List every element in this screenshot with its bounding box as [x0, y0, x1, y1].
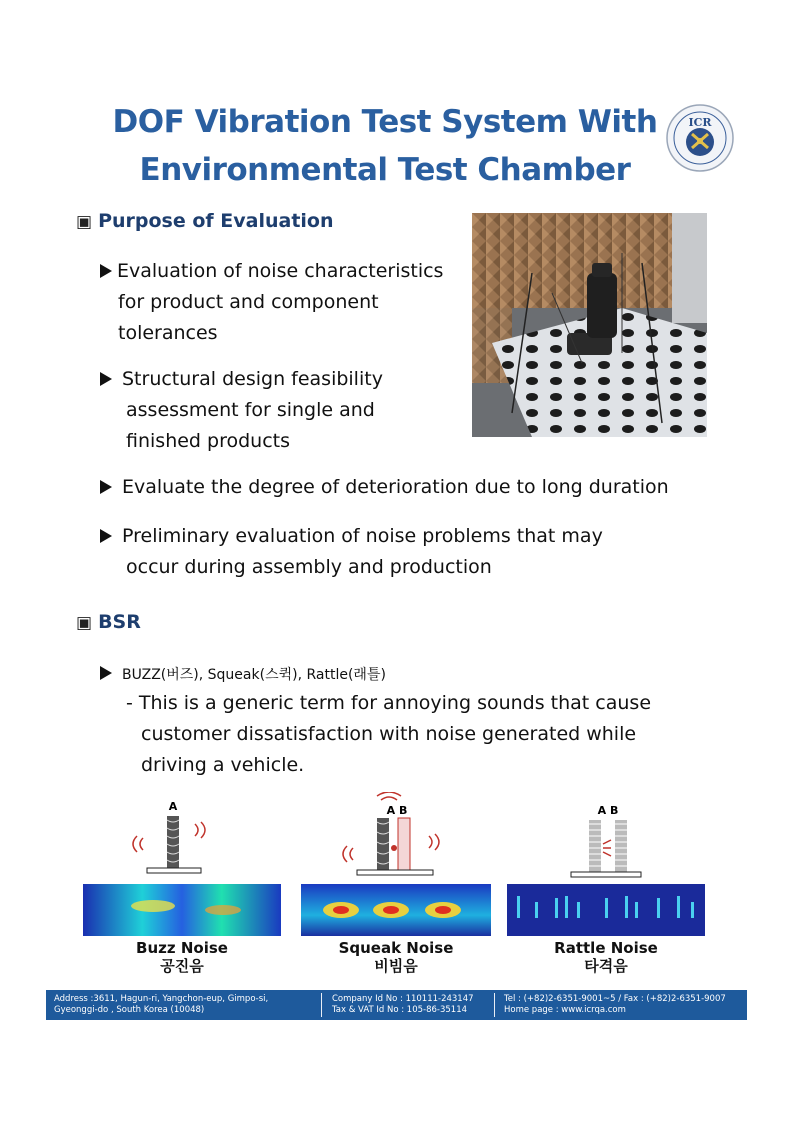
- footer-bar: [46, 990, 747, 1020]
- bsr-item: BUZZ(버즈), Squeak(스퀵), Rattle(래틀): [100, 664, 386, 684]
- list-item: Evaluate the degree of deterioration due to long duration: [100, 472, 669, 503]
- test-chamber-photo: [472, 213, 707, 437]
- svg-text:A: A: [168, 800, 178, 813]
- bsr-description: - This is a generic term for annoying sounds that cause customer dissatisfaction with noise generated while driving a vehicle.: [126, 692, 652, 776]
- play-arrow-icon: [100, 480, 112, 494]
- svg-text:A B: A B: [597, 804, 619, 817]
- square-bullet-icon: ▣: [76, 212, 93, 232]
- footer-address: Address :3611, Hagun-ri, Yangchon-eup, Gimpo-si, Gyeonggi-do , South Korea (10048): [54, 994, 269, 1015]
- purpose-heading: Purpose of Evaluation: [98, 210, 334, 232]
- title-line-1: DOF Vibration Test System With: [112, 104, 658, 140]
- footer-company-ids: Company Id No : 110111-243147 Tax & VAT Id No : 105-86-35114: [332, 994, 474, 1015]
- rattle-caption: Rattle Noise 타격음: [554, 939, 658, 975]
- buzz-noise-figure: [83, 798, 281, 938]
- page-title: [100, 98, 670, 194]
- footer-contact: Tel : (+82)2-6351-9001~5 / Fax : (+82)2-6351-9007 Home page : www.icrqa.com: [504, 994, 726, 1015]
- squeak-noise-figure: [301, 792, 491, 938]
- play-arrow-icon: [100, 666, 112, 680]
- rattle-noise-figure: [507, 798, 705, 938]
- play-arrow-icon: [100, 529, 112, 543]
- icr-seal-logo-icon: [666, 104, 734, 172]
- svg-text:ICR: ICR: [688, 116, 712, 129]
- play-arrow-icon: [100, 264, 112, 278]
- svg-text:A B: A B: [386, 804, 408, 817]
- square-bullet-icon: ▣: [76, 613, 93, 633]
- play-arrow-icon: [100, 372, 112, 386]
- list-item: Structural design feasibility assessment for single and finished products: [100, 364, 383, 457]
- list-item: Evaluation of noise characteristics for product and component tolerances: [100, 256, 443, 349]
- bsr-heading: BSR: [98, 611, 141, 633]
- buzz-caption: Buzz Noise 공진음: [136, 939, 228, 975]
- section-heading-bsr: [76, 611, 141, 633]
- title-line-2: Environmental Test Chamber: [139, 152, 631, 188]
- section-heading-purpose: [76, 210, 334, 232]
- list-item: Preliminary evaluation of noise problems that may occur during assembly and production: [100, 521, 603, 583]
- squeak-caption: Squeak Noise 비빔음: [338, 939, 454, 975]
